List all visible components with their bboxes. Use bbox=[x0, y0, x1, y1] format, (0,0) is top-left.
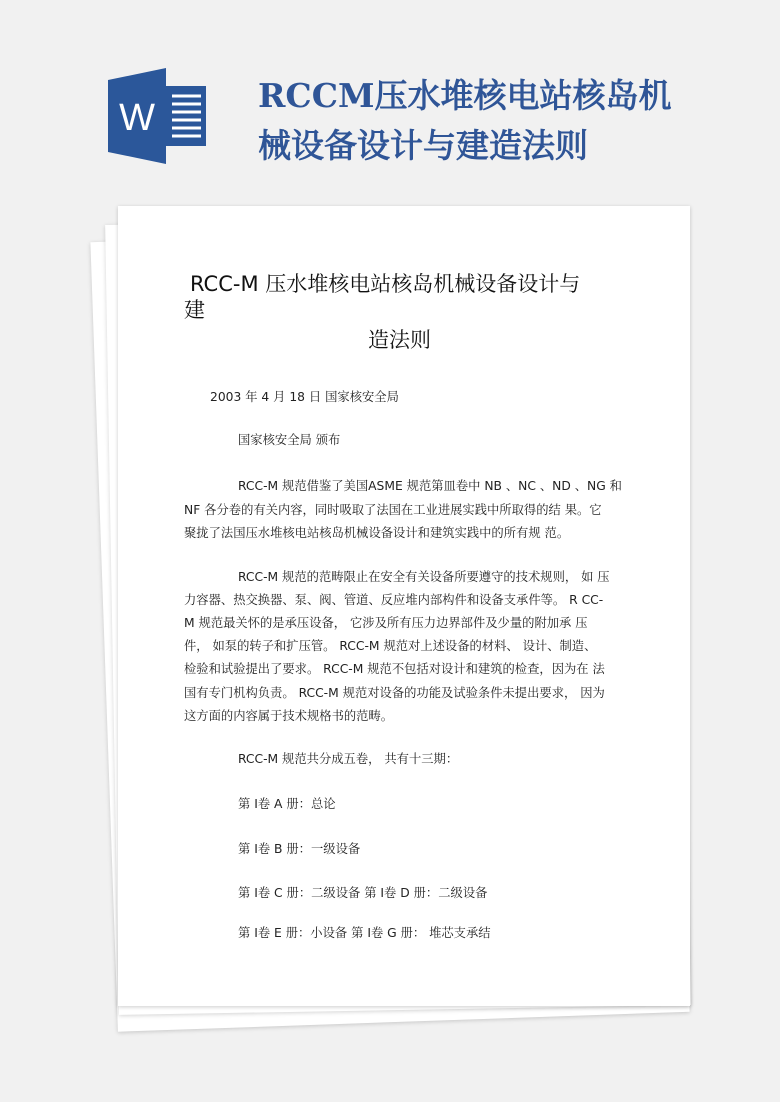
para1-line: 聚拢了法国压水堆核电站核岛机械设备设计和建筑实践中的所有规 范。 bbox=[184, 526, 570, 540]
doc-title-line1b: 建 bbox=[184, 298, 205, 322]
doc-title-line2: 造法则 bbox=[368, 328, 431, 352]
volume-item: 第 Ⅰ卷 C 册：二级设备 第 Ⅰ卷 D 册：二级设备 bbox=[238, 886, 488, 900]
date-line: 2003 年 4 月 18 日 国家核安全局 bbox=[210, 390, 399, 404]
header-title-line2: 械设备设计与建造法则 bbox=[258, 126, 588, 165]
issuer-line: 国家核安全局 颁布 bbox=[238, 433, 341, 447]
document-page bbox=[118, 206, 690, 1006]
para2-line: 这方面的内容属于技术规格书的范畴。 bbox=[184, 709, 394, 723]
svg-text:W: W bbox=[119, 97, 155, 139]
para2-line: 力容器、热交换器、泵、阀、管道、反应堆内部构件和设备支承件等。 R CC- bbox=[184, 593, 604, 607]
para2-line: RCC-M 规范的范畴限止在安全有关设备所要遵守的技术规则， 如 压 bbox=[238, 570, 610, 584]
volume-item: 第 Ⅰ卷 A 册：总论 bbox=[238, 797, 336, 811]
para2-line: M 规范最关怀的是承压设备， 它涉及所有压力边界部件及少量的附加承 压 bbox=[184, 616, 588, 630]
volume-item: 第 Ⅰ卷 B 册：一级设备 bbox=[238, 842, 361, 856]
para2-line: 件， 如泵的转子和扩压管。 RCC-M 规范对上述设备的材料、 设计、制造、 bbox=[184, 639, 597, 653]
word-document-icon bbox=[108, 68, 208, 164]
para1-line: NF 各分卷的有关内容，同时吸取了法国在工业进展实践中所取得的结 果。它 bbox=[184, 503, 602, 517]
volume-item: 第 Ⅰ卷 E 册：小设备 第 Ⅰ卷 G 册： 堆芯支承结 bbox=[238, 926, 491, 940]
para2-line: 国有专门机构负责。 RCC-M 规范对设备的功能及试验条件未提出要求， 因为 bbox=[184, 686, 605, 700]
doc-title-line1: RCC-M 压水堆核电站核岛机械设备设计与 bbox=[190, 272, 581, 296]
para2-line: 检验和试验提出了要求。 RCC-M 规范不包括对设计和建筑的检查，因为在 法 bbox=[184, 662, 605, 676]
volumes-intro: RCC-M 规范共分成五卷， 共有十三期： bbox=[238, 752, 459, 766]
header-title-line1: RCCM压水堆核电站核岛机 bbox=[258, 76, 672, 115]
para1-line: RCC-M 规范借鉴了美国ASME 规范第皿卷中 NB 、NC 、ND 、NG 和 bbox=[238, 479, 622, 493]
